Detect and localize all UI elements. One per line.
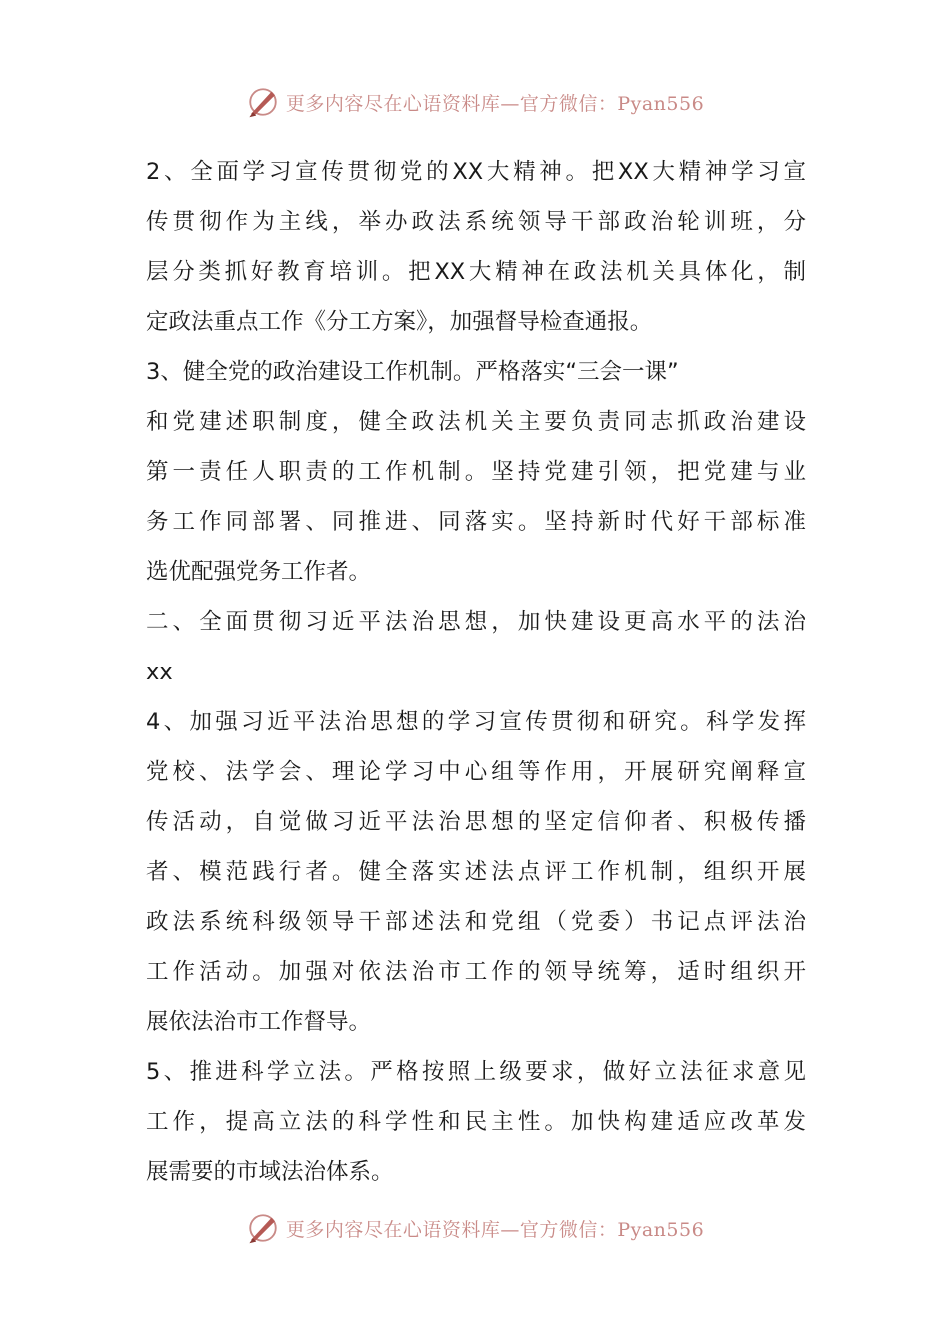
paragraph-line: 选优配强党务工作者。 [146,559,372,585]
paragraph-line: 第一责任人职责的工作机制。坚持党建引领，把党建与业 [146,459,806,485]
paragraph-line: 政法系统科级领导干部述法和党组（党委）书记点评法治 [146,909,806,935]
paragraph-line: 者、模范践行者。健全落实述法点评工作机制，组织开展 [146,859,806,885]
paragraph-line: 务工作同部署、同推进、同落实。坚持新时代好干部标准 [146,509,806,535]
paragraph-line: 传贯彻作为主线，举办政法系统领导干部政治轮训班，分 [146,209,806,235]
pen-logo-icon [246,85,280,119]
document-body [146,147,806,1197]
paragraph-line: 工作，提高立法的科学性和民主性。加快构建适应改革发 [146,1109,806,1135]
header-banner [0,82,950,122]
pen-logo-icon [246,1211,280,1245]
paragraph-line: 定政法重点工作《分工方案》，加强督导检查通报。 [146,309,653,335]
paragraph-line: 工作活动。加强对依法治市工作的领导统筹，适时组织开 [146,959,806,985]
paragraph-line: 党校、法学会、理论学习中心组等作用，开展研究阐释宣 [146,759,806,785]
paragraph-line: 和党建述职制度，健全政法机关主要负责同志抓政治建设 [146,409,806,435]
paragraph-line: 4、加强习近平法治思想的学习宣传贯彻和研究。科学发挥 [146,709,806,735]
paragraph-line: 2、全面学习宣传贯彻党的XX大精神。把XX大精神学习宣 [146,159,806,185]
footer-banner [0,1208,950,1248]
paragraph-line: 展依法治市工作督导。 [146,1009,372,1035]
section-heading-line: xx [146,659,173,685]
section-heading-line: 二、全面贯彻习近平法治思想，加快建设更高水平的法治 [146,609,806,635]
paragraph-line: 传活动，自觉做习近平法治思想的坚定信仰者、积极传播 [146,809,806,835]
paragraph-line: 5、推进科学立法。严格按照上级要求，做好立法征求意见 [146,1059,806,1085]
paragraph-line: 展需要的市域法治体系。 [146,1159,394,1185]
paragraph-line: 层分类抓好教育培训。把XX大精神在政法机关具体化，制 [146,259,806,285]
paragraph-line: 3、健全党的政治建设工作机制。严格落实“三会一课” [146,359,679,385]
header-banner-text: 更多内容尽在心语资料库—官方微信：Pyan556 [285,92,705,115]
footer-banner-text: 更多内容尽在心语资料库—官方微信：Pyan556 [285,1218,705,1241]
